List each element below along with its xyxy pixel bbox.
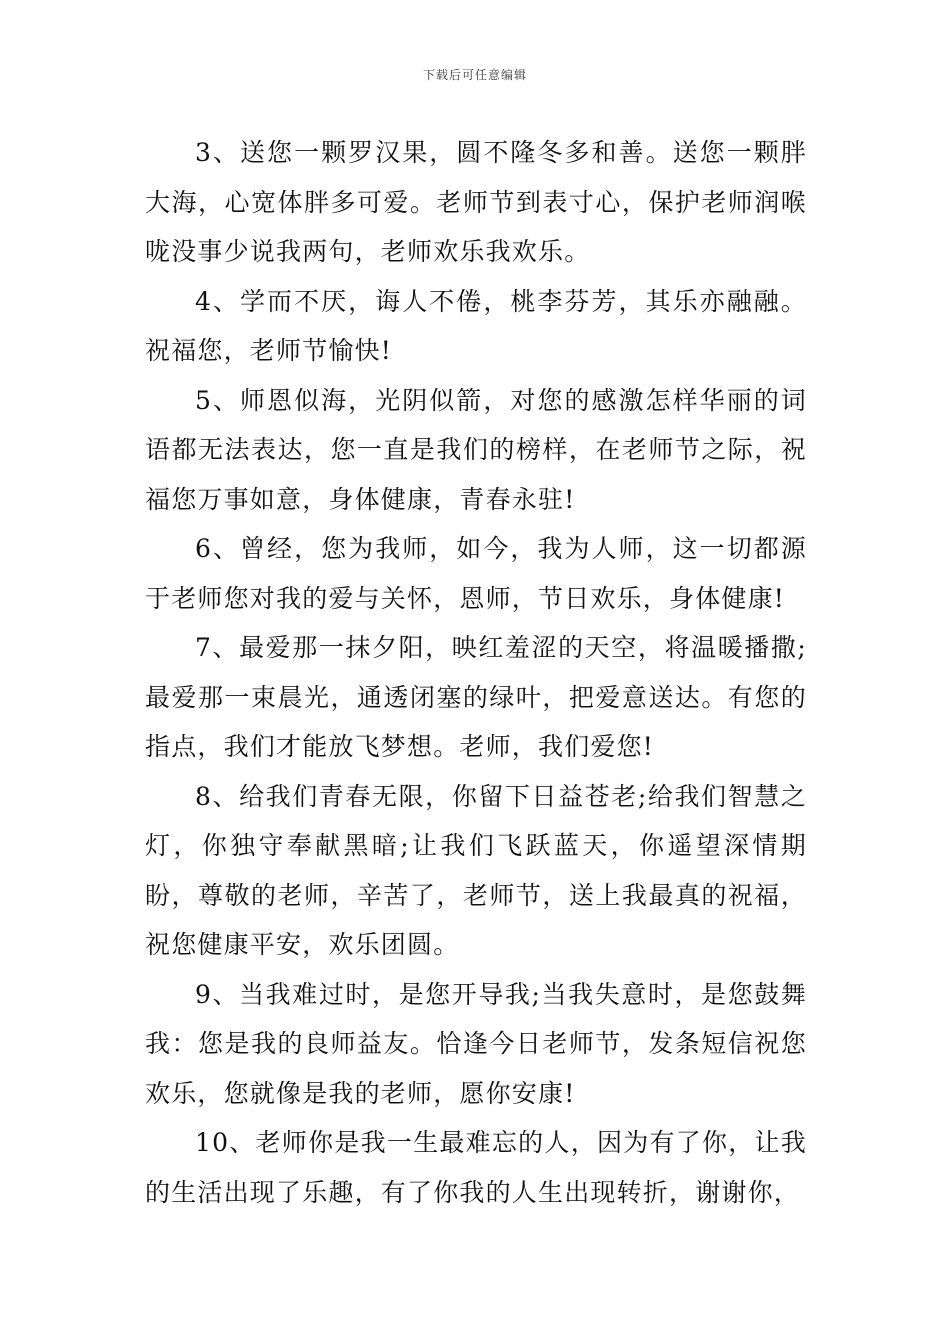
paragraph-3: 3、送您一颗罗汉果，圆不隆冬多和善。送您一颗胖大海，心宽体胖多可爱。老师节到表寸心，保护老师润喉咙没事少说我两句，老师欢乐我欢乐。: [145, 138, 807, 266]
paragraph-10: 10、老师你是我一生最难忘的人，因为有了你，让我的生活出现了乐趣，有了你我的人生出现转折，谢谢你，: [145, 1128, 807, 1207]
paragraph-7: 7、最爱那一抹夕阳，映红羞涩的天空，将温暖播撒;最爱那一束晨光，通透闭塞的绿叶，把爱意送达。有您的指点，我们才能放飞梦想。老师，我们爱您!: [145, 633, 807, 761]
page-header: 下载后可任意编辑: [422, 68, 527, 82]
paragraph-9: 9、当我难过时，是您开导我;当我失意时，是您鼓舞我：您是我的良师益友。恰逢今日老师节，发条短信祝您欢乐，您就像是我的老师，愿你安康!: [145, 979, 807, 1108]
paragraph-4: 4、学而不厌，诲人不倦，桃李芬芳，其乐亦融融。祝福您，老师节愉快!: [145, 286, 807, 365]
paragraph-5: 5、师恩似海，光阴似箭，对您的感激怎样华丽的词语都无法表达，您一直是我们的榜样，在老师节之际，祝福您万事如意，身体健康，青春永驻!: [145, 385, 807, 514]
paragraph-8: 8、给我们青春无限，你留下日益苍老;给我们智慧之灯，你独守奉献黑暗;让我们飞跃蓝天，你遥望深情期盼，尊敬的老师，辛苦了，老师节，送上我最真的祝福，祝您健康平安，欢乐团圆。: [145, 781, 807, 959]
paragraph-6: 6、曾经，您为我师，如今，我为人师，这一切都源于老师您对我的爱与关怀，恩师，节日欢乐，身体健康!: [145, 534, 807, 613]
document-body: [145, 128, 807, 1217]
